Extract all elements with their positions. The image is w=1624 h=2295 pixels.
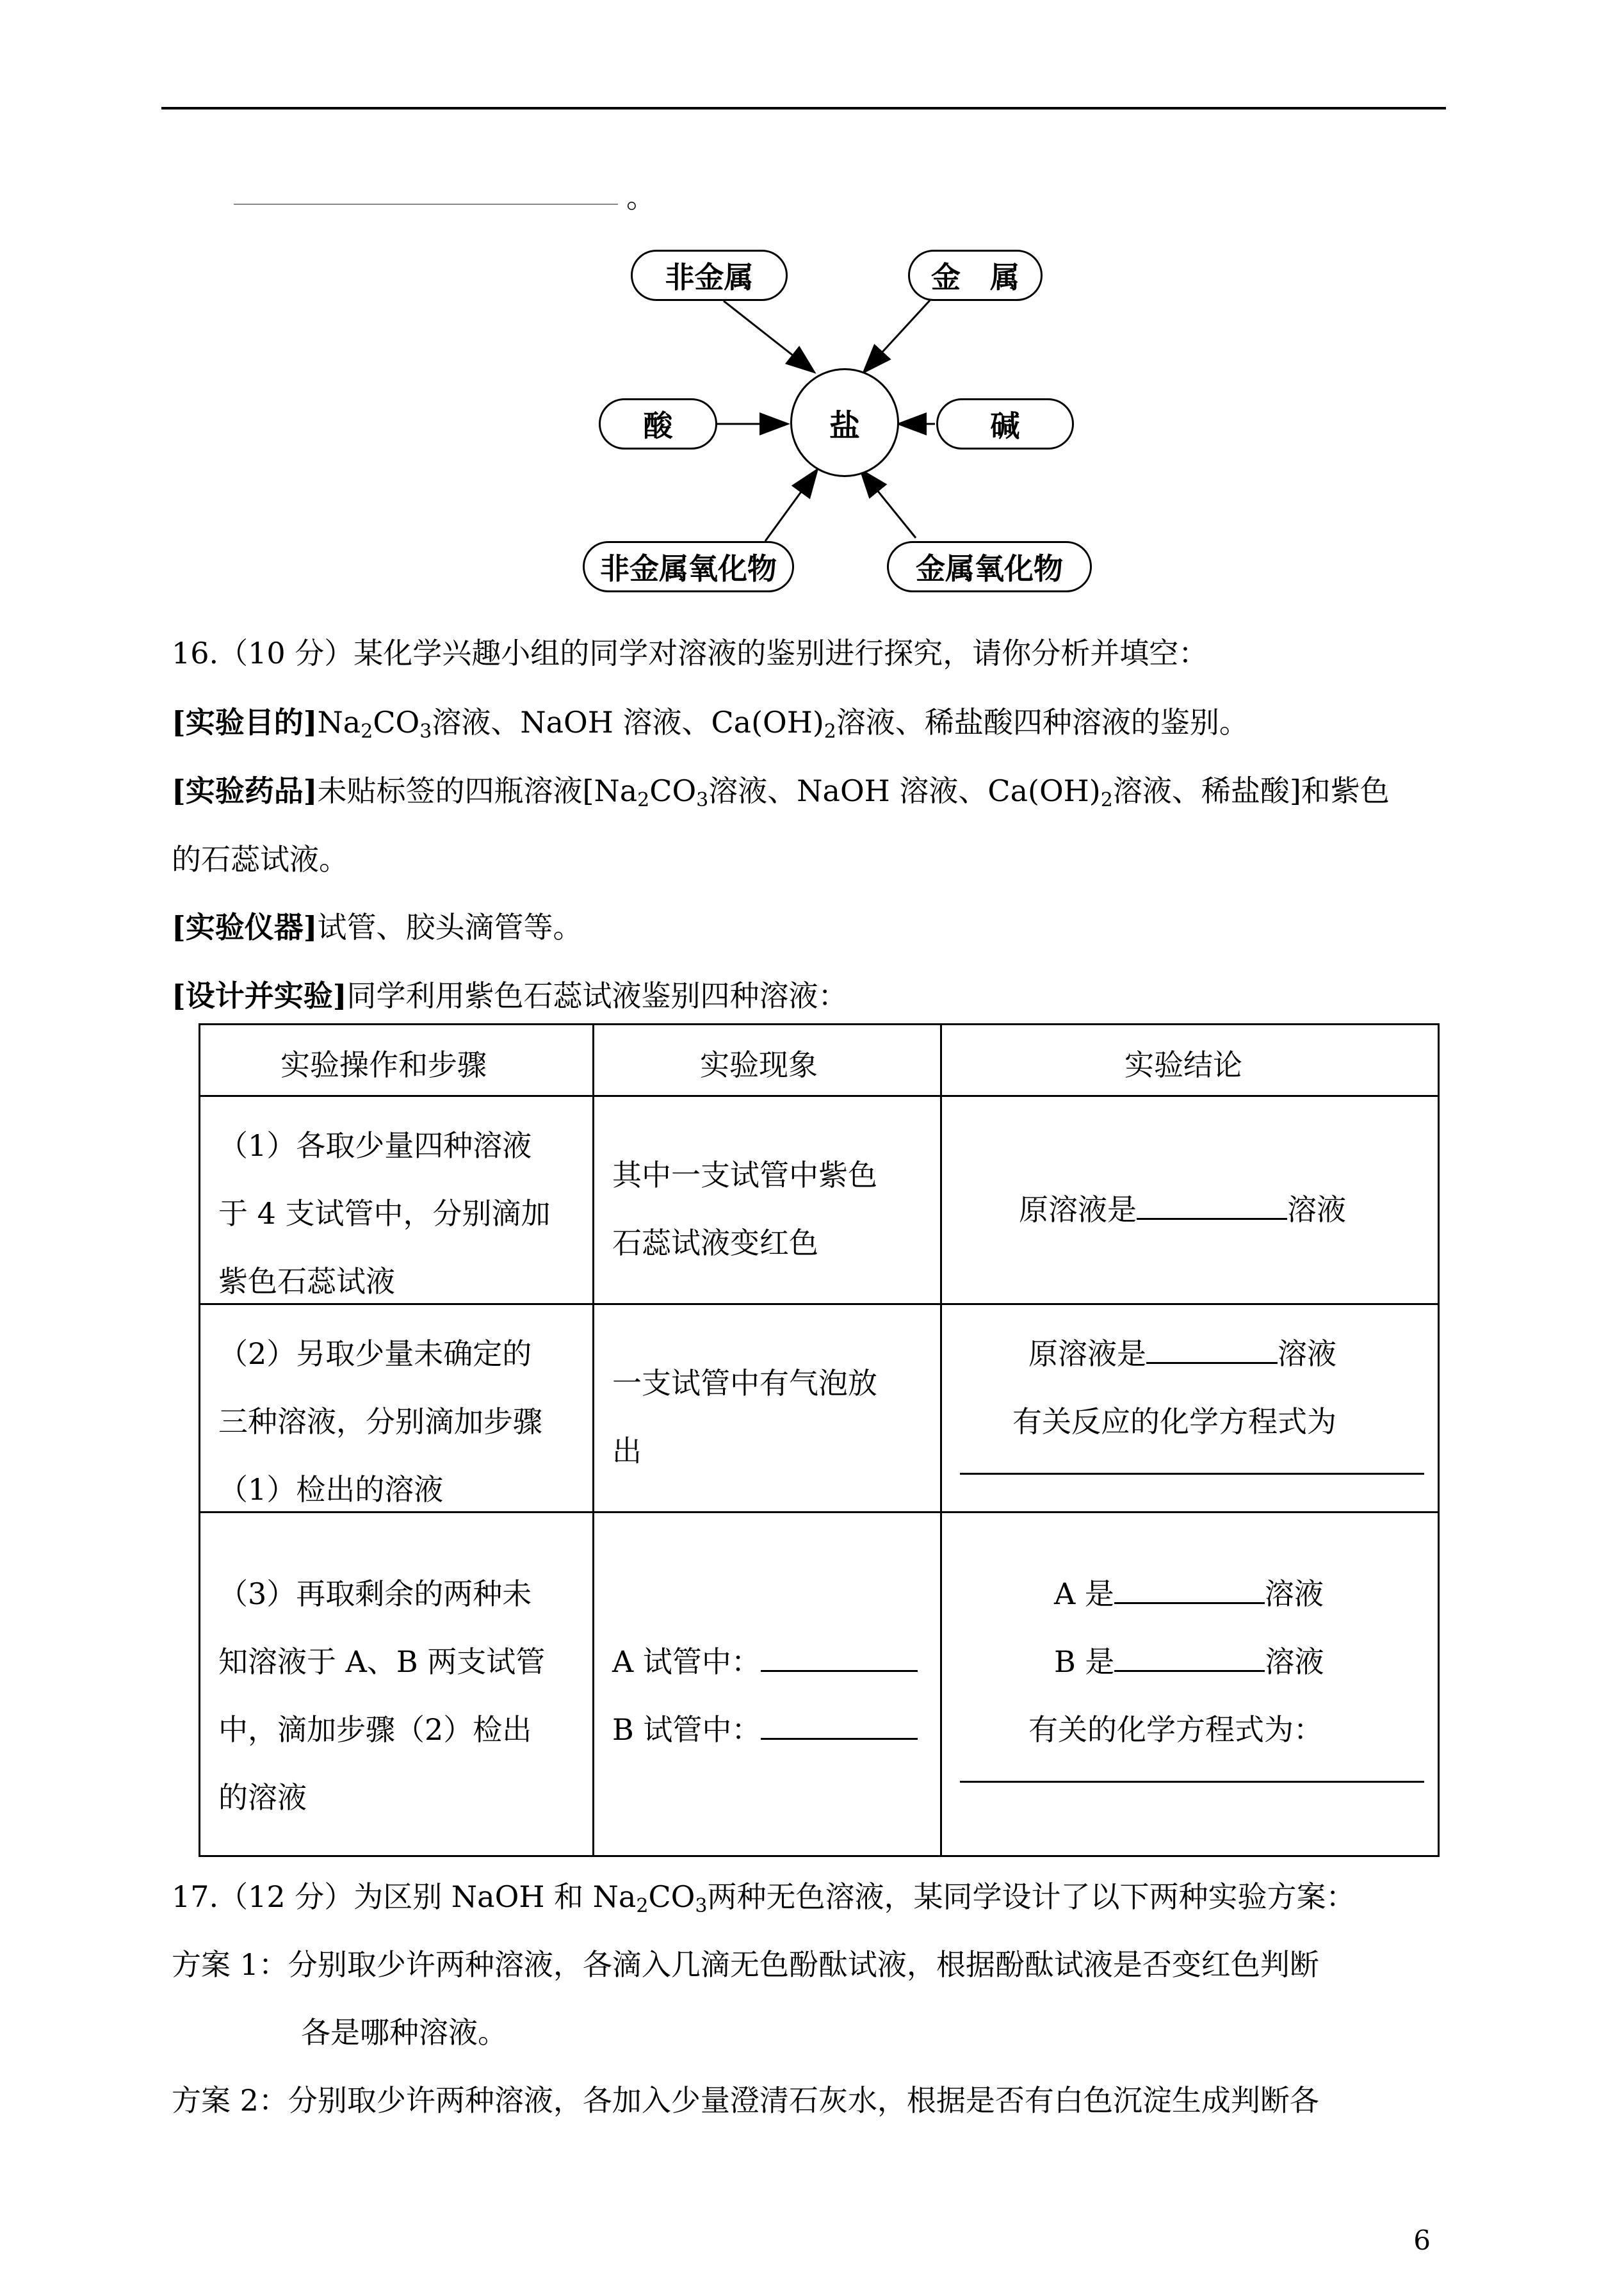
q16-design: [设计并实验]同学利用紫色石蕊试液鉴别四种溶液： [172,978,848,1013]
q16-reagents-cont: 的石蕊试液。 [172,842,348,877]
answer-blank[interactable] [1146,1336,1278,1364]
q17-intro: 17.（12 分）为区别 NaOH 和 $Na_2CO_3$两种无色溶液，某同学设计了以下两种实验方案： [172,1879,1356,1917]
table-row-3-conclusion: A 是 溶液 B 是 溶液 有关的化学方程式为： [942,1513,1440,1855]
reagents-label: [实验药品] [172,774,318,808]
answer-blank[interactable] [761,1644,918,1672]
table-row-3-operation: （3）再取剩余的两种未 知溶液于 A、B 两支试管 中，滴加步骤（2）检出 的溶液 [200,1513,594,1855]
q17-plan2: 方案 2：分别取少许两种溶液，各加入少量澄清石灰水，根据是否有白色沉淀生成判断各 [172,2083,1319,2118]
design-label: [设计并实验] [172,978,347,1013]
equation-blank[interactable] [960,1447,1424,1475]
answer-blank[interactable] [1114,1577,1265,1604]
table-row-2-operation: （2）另取少量未确定的 三种溶液，分别滴加步骤 （1）检出的溶液 [200,1305,594,1513]
page-number: 6 [1413,2225,1431,2256]
equation-blank[interactable] [960,1755,1424,1783]
table-row-2-phenomenon: 一支试管中有气泡放 出 [594,1305,942,1513]
nonmetal-node: 非金属 [631,250,788,301]
table-row-3-phenomenon: A 试管中： B 试管中： [594,1513,942,1855]
q16-reagents: [实验药品]未贴标签的四瓶溶液[$Na_2CO_3$溶液、NaOH 溶液、$Ca(OH)_2$溶液、稀盐酸]和紫色 [172,774,1390,811]
table-row-1-conclusion: 原溶液是 溶液 [942,1097,1440,1305]
answer-blank[interactable] [1137,1192,1287,1220]
instruments-label: [实验仪器] [172,910,318,945]
table-row-1-operation: （1）各取少量四种溶液 于 4 支试管中，分别滴加 紫色石蕊试液 [200,1097,594,1305]
table-header: 实验现象 [594,1025,942,1097]
metal-node: 金 属 [908,250,1043,301]
purpose-label: [实验目的] [172,705,318,740]
arrow-metal [865,291,938,371]
table-row-2-conclusion: 原溶液是 溶液 有关反应的化学方程式为 [942,1305,1440,1513]
experiment-table [199,1023,1440,1857]
acid-node: 酸 [599,398,717,450]
q17-plan1-cont: 各是哪种溶液。 [301,2015,507,2050]
table-header: 实验操作和步骤 [200,1025,594,1097]
q17-plan1: 方案 1：分别取少许两种溶液，各滴入几滴无色酚酞试液，根据酚酞试液是否变红色判断 [172,1947,1319,1982]
base-node: 碱 [936,398,1074,450]
answer-blank[interactable] [761,1712,918,1740]
arrow-nonmetal [724,301,813,371]
salt-node: 盐 [790,368,899,477]
arrow-nonmetal-oxide [765,471,816,541]
q16-intro: 16.（10 分）某化学兴趣小组的同学对溶液的鉴别进行探究，请你分析并填空： [172,636,1208,670]
answer-blank[interactable] [1114,1644,1265,1672]
previous-answer-end: 。 [626,180,656,215]
q16-instruments: [实验仪器]试管、胶头滴管等。 [172,910,583,945]
table-header: 实验结论 [942,1025,1440,1097]
arrow-metal-oxide [861,471,916,538]
table-row-1-phenomenon: 其中一支试管中紫色 石蕊试液变红色 [594,1097,942,1305]
nonmetal-oxide-node: 非金属氧化物 [583,541,794,592]
q16-purpose: [实验目的]$Na_2CO_3$溶液、NaOH 溶液、$Ca(OH)_2$溶液、稀盐酸四种溶液的鉴别。 [172,705,1249,743]
diagram-arrows [0,0,1624,608]
metal-oxide-node: 金属氧化物 [887,541,1092,592]
